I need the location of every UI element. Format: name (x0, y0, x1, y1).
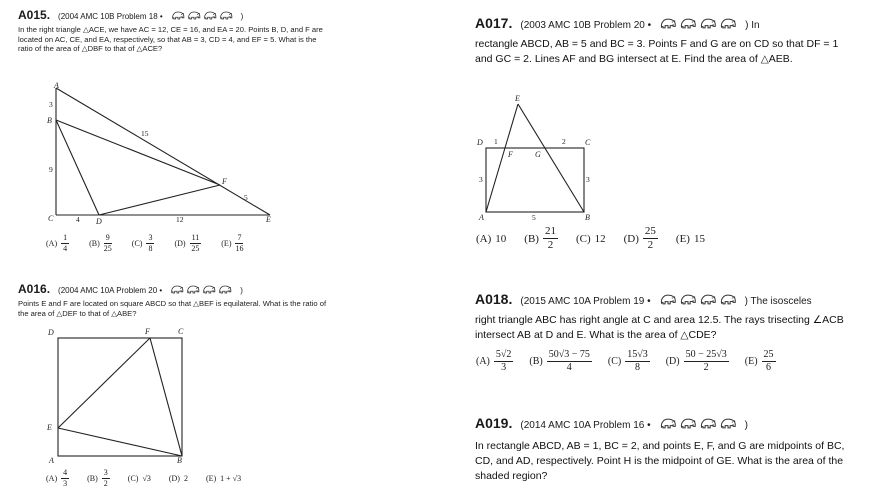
elephant-icon (187, 10, 201, 21)
fraction-denominator: 6 (766, 362, 772, 373)
elephant-icon (679, 17, 697, 30)
problem-source: (2003 AMC 10B Problem 20 • (520, 20, 652, 31)
fraction-numerator: 9 (105, 233, 110, 242)
elephant-icon (679, 417, 697, 430)
choice-c[interactable] (128, 474, 151, 483)
problem-header (18, 8, 328, 22)
vertex-label: B (47, 116, 52, 125)
difficulty-rating (659, 417, 737, 430)
problem-suffix: ) (744, 420, 748, 431)
length-label: 9 (49, 165, 53, 174)
fraction (61, 234, 69, 253)
elephant-icon (679, 293, 697, 306)
choice-label: (C) (127, 474, 139, 483)
problem-a017 (475, 15, 855, 67)
elephant-icon (659, 417, 677, 430)
choice-e[interactable] (745, 350, 776, 373)
choice-label: (A) (46, 474, 58, 483)
choice-label: (B) (524, 232, 539, 245)
fraction-numerator: 5√2 (495, 349, 512, 360)
problem-header (475, 291, 855, 307)
answer-choices (46, 234, 243, 253)
length-label: 15 (141, 129, 149, 138)
elephant-icon (659, 293, 677, 306)
choice-value: √3 (142, 474, 151, 483)
choice-c[interactable] (576, 233, 606, 245)
problem-source: (2004 AMC 10B Problem 18 • (58, 12, 163, 21)
fraction-denominator: 4 (566, 362, 572, 373)
fraction-denominator: 3 (63, 479, 68, 488)
fraction-denominator: 8 (148, 244, 153, 253)
choice-e[interactable] (221, 234, 243, 253)
figure-a015 (44, 82, 284, 227)
choice-label: (D) (623, 232, 639, 245)
elephant-icon (186, 284, 200, 295)
fraction-denominator: 2 (547, 239, 554, 251)
choice-label: (A) (476, 232, 492, 245)
fraction (61, 469, 69, 488)
fraction (625, 350, 650, 373)
fraction-denominator: 2 (103, 479, 108, 488)
problem-text: rectangle ABCD, AB = 5 and BC = 3. Points F and G are on CD so that DF = 1 and GC = 2. Lines AF and BG intersect at E. Find the area of △AEB. (475, 38, 839, 65)
problem-a018 (475, 291, 855, 343)
choice-label: (B) (87, 474, 98, 483)
fraction-numerator: 50 − 25√3 (685, 349, 727, 360)
fraction-numerator: 21 (544, 225, 556, 237)
elephant-icon (719, 17, 737, 30)
elephant-icon (719, 417, 737, 430)
choice-d[interactable] (666, 350, 729, 373)
choice-d[interactable] (169, 474, 188, 483)
segment-ae (486, 104, 518, 212)
problem-id: A016. (18, 282, 51, 296)
choice-label: (D) (665, 356, 680, 367)
elephant-icon (219, 10, 233, 21)
length-label: 5 (244, 193, 248, 202)
square-abcd (58, 338, 182, 456)
problem-header (475, 415, 855, 431)
difficulty-rating (659, 293, 737, 306)
vertex-label: C (178, 327, 184, 336)
fraction (684, 350, 729, 373)
fraction-numerator: 7 (237, 233, 242, 242)
choice-label: (A) (476, 356, 490, 367)
problem-id: A017. (475, 15, 513, 31)
choice-d[interactable] (624, 226, 658, 251)
fraction-numerator: 4 (63, 468, 68, 477)
choice-value: 2 (183, 474, 188, 483)
choice-label: (E) (221, 239, 232, 248)
answer-choices (476, 350, 776, 373)
fraction (146, 234, 154, 253)
difficulty-rating (659, 17, 737, 30)
choice-a[interactable] (46, 469, 69, 488)
elephant-icon (719, 293, 737, 306)
fraction (543, 226, 558, 251)
length-label: 1 (494, 137, 498, 146)
fraction (547, 350, 592, 373)
problem-id: A015. (18, 8, 51, 22)
segment-ef (58, 338, 150, 428)
choice-label: (B) (529, 356, 543, 367)
fraction-numerator: 11 (191, 233, 200, 242)
elephant-icon (699, 17, 717, 30)
vertex-label: D (477, 138, 483, 147)
problem-a019 (475, 415, 855, 484)
vertex-label: C (48, 214, 54, 223)
choice-label: (D) (174, 239, 186, 248)
elephant-icon (218, 284, 232, 295)
problem-source: (2014 AMC 10A Problem 16 • (520, 420, 651, 431)
vertex-label: B (585, 213, 590, 222)
choice-b[interactable] (87, 469, 110, 488)
choice-value: 1 + √3 (220, 474, 242, 483)
vertex-label: F (222, 177, 227, 186)
length-label: 12 (176, 215, 184, 224)
choice-label: (B) (89, 239, 100, 248)
fraction (643, 226, 658, 251)
length-label: 3 (49, 100, 53, 109)
choice-value: 10 (495, 232, 507, 245)
vertex-label: D (48, 328, 54, 337)
problem-text: In the right triangle △ACE, we have AC = 12, CE = 16, and EA = 20. Points B, D, and F are located on AC, CE, and EA, respectively, so that AB = 3, CD = 4, and EF = 5. What is the ratio of the area of △DBF to that of △ACE? (18, 25, 323, 53)
choice-a[interactable] (476, 350, 513, 373)
choice-a[interactable] (476, 233, 506, 245)
length-label: 2 (562, 137, 566, 146)
choice-label: (E) (744, 356, 758, 367)
fraction-numerator: 3 (148, 233, 153, 242)
fraction (762, 350, 776, 373)
vertex-label: E (266, 215, 271, 224)
choice-label: (E) (205, 474, 217, 483)
difficulty-rating (170, 284, 232, 295)
vertex-label: A (479, 213, 484, 222)
problem-id: A018. (475, 291, 513, 307)
fraction (102, 469, 110, 488)
fraction (494, 350, 514, 373)
fraction-denominator: 3 (501, 362, 507, 373)
vertex-label: E (515, 94, 520, 103)
problem-source: (2015 AMC 10A Problem 19 • (520, 296, 651, 307)
problem-header (18, 282, 348, 296)
length-label: 3 (586, 175, 590, 184)
choice-b[interactable] (529, 350, 591, 373)
fraction-numerator: 3 (103, 468, 108, 477)
problem-text: Points E and F are located on square ABCD so that △BEF is equilateral. What is the ratio of the area of △DEF to that of △ABE? (18, 299, 327, 318)
fraction-denominator: 25 (103, 244, 112, 253)
vertex-label: A (49, 456, 54, 464)
fraction-numerator: 15√3 (627, 349, 648, 360)
fraction-denominator: 8 (634, 362, 640, 373)
elephant-icon (659, 17, 677, 30)
elephant-icon (202, 284, 216, 295)
choice-b[interactable] (89, 234, 112, 253)
choice-label: (C) (131, 239, 143, 248)
segment-eb (58, 428, 182, 456)
elephant-icon (170, 284, 184, 295)
length-label: 5 (532, 213, 536, 222)
problem-source: (2004 AMC 10A Problem 20 • (58, 286, 163, 295)
choice-e[interactable] (676, 233, 705, 245)
segment-df (99, 185, 220, 215)
vertex-label: E (47, 423, 52, 432)
vertex-label: C (585, 138, 591, 147)
problem-a015 (18, 8, 328, 54)
problem-text: In rectangle ABCD, AB = 1, BC = 2, and points E, F, and G are midpoints of BC, CD, and AD, respectively. Point H is the midpoint of GE. What is the area of the shaded region? (475, 440, 845, 482)
choice-d[interactable] (174, 234, 201, 253)
elephant-icon (699, 417, 717, 430)
choice-c[interactable] (608, 350, 650, 373)
fraction-denominator: 2 (703, 362, 709, 373)
choice-b[interactable] (524, 226, 558, 251)
problem-suffix: ) In (745, 20, 760, 31)
fraction-denominator: 4 (63, 244, 68, 253)
answer-choices (476, 226, 705, 251)
problem-a016 (18, 282, 348, 318)
problem-suffix: ) (240, 286, 243, 295)
fraction (104, 234, 112, 253)
figure-a016 (44, 326, 194, 464)
segment-fb (150, 338, 182, 456)
fraction-denominator: 16 (235, 244, 244, 253)
segment-eb (518, 104, 584, 212)
choice-value: 15 (693, 232, 705, 245)
fraction-numerator: 25 (763, 349, 774, 360)
choice-a[interactable] (46, 234, 69, 253)
choice-label: (E) (675, 232, 690, 245)
problem-id: A019. (475, 415, 513, 431)
fraction (235, 234, 243, 253)
segment-ae (56, 88, 270, 215)
vertex-label: B (177, 456, 182, 464)
choice-c[interactable] (132, 234, 155, 253)
problem-suffix: ) (240, 12, 244, 21)
choice-label: (A) (46, 239, 58, 248)
problem-suffix: ) The isosceles (744, 296, 812, 307)
choice-value: 12 (594, 232, 606, 245)
fraction-numerator: 25 (644, 225, 656, 237)
length-label: 3 (479, 175, 483, 184)
vertex-label: F (145, 327, 150, 336)
difficulty-rating (171, 10, 233, 21)
fraction-denominator: 25 (191, 244, 200, 253)
fraction-denominator: 2 (647, 239, 654, 251)
fraction (190, 234, 202, 253)
vertex-label: D (96, 217, 102, 226)
choice-label: (D) (168, 474, 180, 483)
answer-choices (46, 469, 241, 488)
vertex-label: G (535, 150, 541, 159)
problem-text: right triangle ABC has right angle at C and area 12.5. The rays trisecting ∠ACB intersect AB at D and E. What is the area of △CDE? (475, 314, 844, 341)
elephant-icon (699, 293, 717, 306)
choice-label: (C) (607, 356, 622, 367)
elephant-icon (203, 10, 217, 21)
elephant-icon (171, 10, 185, 21)
problem-header (475, 15, 855, 31)
figure-a017 (474, 92, 604, 222)
choice-label: (C) (575, 232, 591, 245)
length-label: 4 (76, 215, 80, 224)
vertex-label: A (54, 82, 59, 90)
choice-e[interactable] (206, 474, 241, 483)
fraction-numerator: 1 (63, 233, 68, 242)
vertex-label: F (508, 150, 513, 159)
fraction-numerator: 50√3 − 75 (548, 349, 590, 360)
